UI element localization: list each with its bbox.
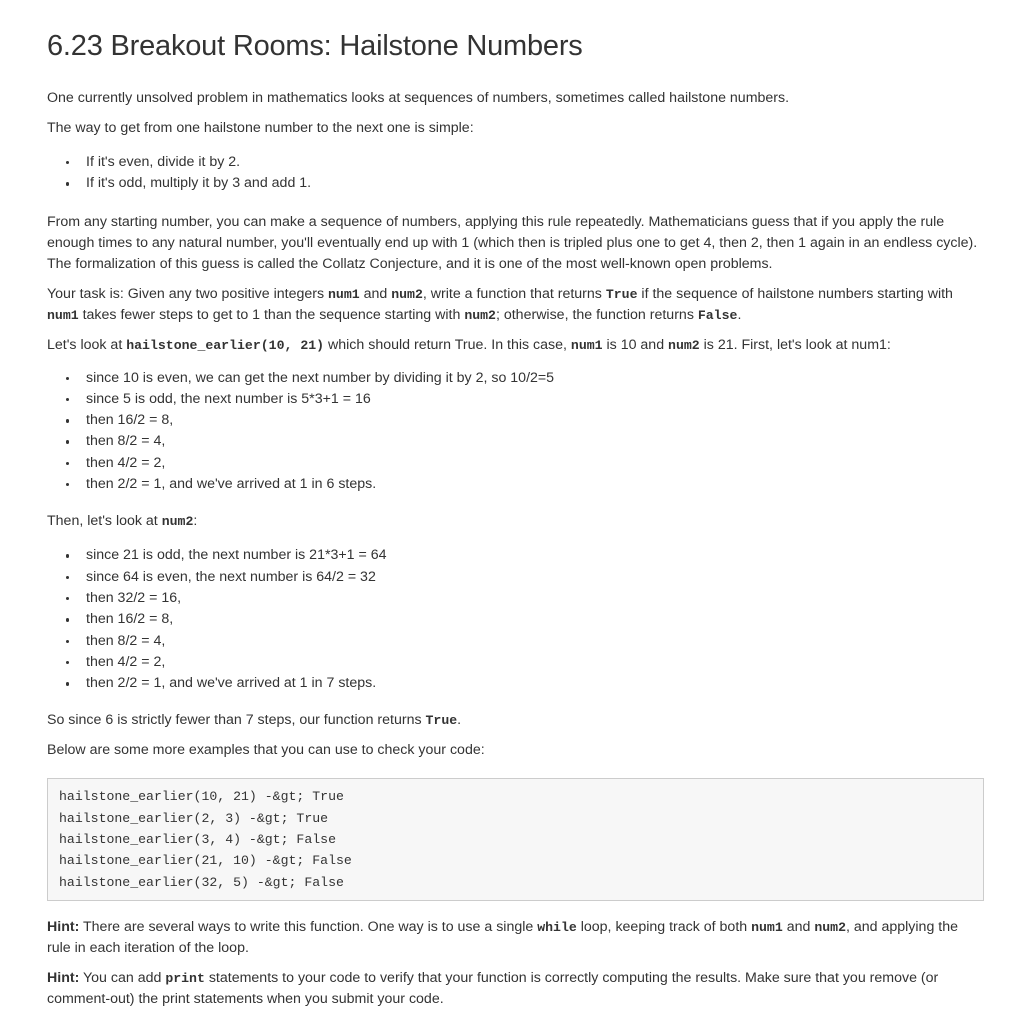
example-paragraph: Let's look at hailstone_earlier(10, 21) which should return True. In this case, num1 is 10 and num2 is 21. First, let's look at num1: (47, 336, 891, 353)
code-line: hailstone_earlier(2, 3) -&gt; True (59, 810, 329, 826)
code-line: hailstone_earlier(21, 10) -&gt; False (59, 853, 352, 869)
code-block (47, 778, 984, 900)
hint-label: Hint: (47, 918, 80, 935)
list-item: then 2/2 = 1, and we've arrived at 1 in 7 steps. (47, 673, 984, 694)
page-title: 6.23 Breakout Rooms: Hailstone Numbers (47, 30, 583, 62)
list-item: then 16/2 = 8, (47, 609, 984, 630)
list-item: then 2/2 = 1, and we've arrived at 1 in 6 steps. (47, 474, 984, 495)
list-item: then 32/2 = 16, (47, 588, 984, 609)
conclusion-paragraph: So since 6 is strictly fewer than 7 steps, our function returns True. (47, 712, 462, 729)
list-item: then 4/2 = 2, (47, 453, 984, 474)
list-item: since 10 is even, we can get the next number by dividing it by 2, so 10/2=5 (47, 368, 984, 389)
list-item: then 16/2 = 8, (47, 410, 984, 431)
list-item: then 4/2 = 2, (47, 652, 984, 673)
num1-steps-list (47, 368, 984, 496)
list-item: then 8/2 = 4, (47, 631, 984, 652)
list-item: If it's odd, multiply it by 3 and add 1. (47, 173, 984, 194)
task-paragraph: Your task is: Given any two positive integers num1 and num2, write a function that returns True if the sequence of hailstone numbers starting with num1 takes fewer steps to get to 1 than the sequence starting with num2; otherwise, the function returns False. (47, 285, 953, 323)
hint-label: Hint: (47, 969, 80, 986)
list-item: since 5 is odd, the next number is 5*3+1 = 16 (47, 389, 984, 410)
code-line: hailstone_earlier(10, 21) -&gt; True (59, 789, 344, 805)
intro-paragraph: One currently unsolved problem in mathematics looks at sequences of numbers, sometimes called hailstone numbers. (47, 90, 790, 106)
num2-intro-paragraph: Then, let's look at num2: (47, 513, 198, 530)
hint-paragraph-2: Hint: You can add print statements to your code to verify that your function is correctly computing the results. Make sure that you remove (or comment-out) the print statements when you submit your code. (47, 969, 939, 1007)
list-item: since 64 is even, the next number is 64/2 = 32 (47, 567, 984, 588)
list-item: then 8/2 = 4, (47, 431, 984, 452)
hint-paragraph-1: Hint: There are several ways to write this function. One way is to use a single while loop, keeping track of both num1 and num2, and applying the rule in each iteration of the loop. (47, 918, 958, 956)
num2-steps-list (47, 545, 984, 694)
code-line: hailstone_earlier(3, 4) -&gt; False (59, 832, 336, 848)
rules-list (47, 152, 984, 195)
examples-intro-paragraph: Below are some more examples that you can use to check your code: (47, 742, 485, 759)
code-line: hailstone_earlier(32, 5) -&gt; False (59, 874, 344, 890)
list-item: since 21 is odd, the next number is 21*3+1 = 64 (47, 545, 984, 566)
list-item: If it's even, divide it by 2. (47, 152, 984, 173)
collatz-paragraph: From any starting number, you can make a sequence of numbers, applying this rule repeatedly. Mathematicians guess that if you apply the rule enough times to any natural number, you'll eventually end up with 1 (which then is tripled plus one to get 4, then 2, then 1 again in an endless cycle). The formalization of this guess is called the Collatz Conjecture, and it is one of the most well-known open problems. (47, 213, 978, 272)
rule-intro-paragraph: The way to get from one hailstone number to the next one is simple: (47, 120, 474, 136)
